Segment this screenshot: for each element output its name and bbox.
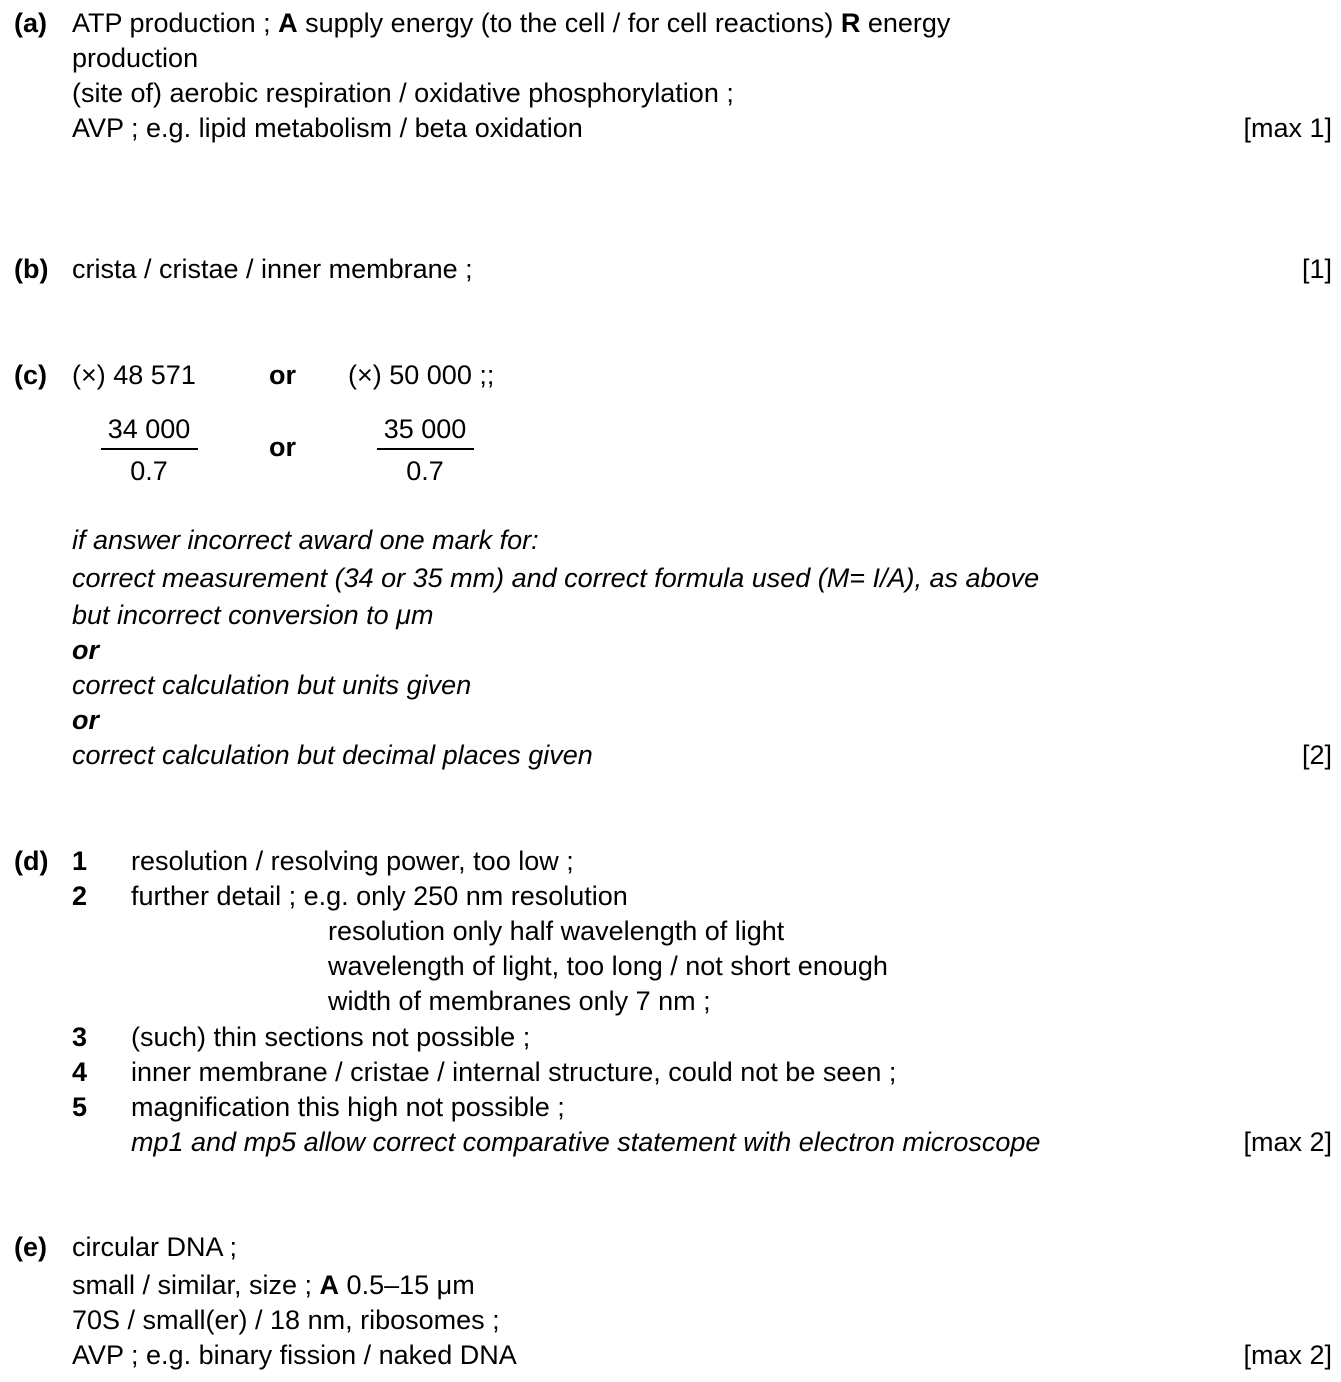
part-e-line-2-text-1: small / similar, size ; xyxy=(72,1270,320,1300)
part-c-answer-1: (×) 48 571 xyxy=(72,360,196,390)
part-d-point-2-text: further detail ; e.g. only 250 nm resolution xyxy=(131,881,628,911)
part-c-or-2: or xyxy=(269,432,296,462)
part-b-answer: crista / cristae / inner membrane ; xyxy=(72,254,473,284)
part-d-point-5-text: magnification this high not possible ; xyxy=(131,1092,565,1122)
part-d-subpoint-2: wavelength of light, too long / not short enough xyxy=(328,951,888,981)
part-c-note-1: if answer incorrect award one mark for: xyxy=(72,525,539,555)
fraction-2-bar xyxy=(377,448,474,450)
part-a-line-3: (site of) aerobic respiration / oxidative phosphorylation ; xyxy=(72,78,734,108)
fraction-1-bar xyxy=(101,448,198,450)
part-b-mark: [1] xyxy=(1301,254,1332,284)
part-d-point-5-num: 5 xyxy=(72,1092,88,1122)
part-d-point-1-text: resolution / resolving power, too low ; xyxy=(131,846,574,876)
part-d-subpoint-1: resolution only half wavelength of light xyxy=(328,916,785,946)
part-d-point-2-num: 2 xyxy=(72,881,88,911)
part-d-point-3-num: 3 xyxy=(72,1022,88,1052)
part-a-accept-marker: A xyxy=(278,8,298,38)
part-a-line-1 xyxy=(72,10,950,37)
part-e-line-4: AVP ; e.g. binary fission / naked DNA xyxy=(72,1340,517,1370)
part-d-mark: [max 2] xyxy=(1243,1127,1332,1157)
part-c-label: (c) xyxy=(14,360,47,390)
part-a-line-1-text-1: ATP production ; xyxy=(72,8,279,38)
part-a-mark: [max 1] xyxy=(1243,113,1332,143)
part-a-label: (a) xyxy=(14,8,47,38)
part-e-line-2 xyxy=(72,1272,475,1299)
part-e-line-2-text-2: 0.5–15 μm xyxy=(339,1270,475,1300)
part-b-label: (b) xyxy=(14,254,49,284)
part-c-or-alt-1: or xyxy=(72,635,99,665)
part-c-note-2: correct measurement (34 or 35 mm) and correct formula used (M= I/A), as above xyxy=(72,563,1040,593)
fraction-1-numerator: 34 000 xyxy=(107,414,191,444)
fraction-2-numerator: 35 000 xyxy=(383,414,467,444)
part-c-note-3: but incorrect conversion to μm xyxy=(72,600,434,630)
part-a-reject-marker: R xyxy=(840,8,861,38)
part-a-line-1-text-2: supply energy (to the cell / for cell reactions) xyxy=(297,8,841,38)
part-d-note: mp1 and mp5 allow correct comparative statement with electron microscope xyxy=(131,1127,1041,1157)
fraction-1-denominator: 0.7 xyxy=(130,456,168,486)
part-d-point-3-text: (such) thin sections not possible ; xyxy=(131,1022,531,1052)
part-c-alt-2: correct calculation but decimal places given xyxy=(72,740,593,770)
part-a-line-1-text-3: energy xyxy=(860,8,951,38)
part-d-point-4-num: 4 xyxy=(72,1057,88,1087)
part-d-point-1-num: 1 xyxy=(72,846,88,876)
part-a-line-2: production xyxy=(72,43,199,73)
part-d-subpoint-3: width of membranes only 7 nm ; xyxy=(328,986,711,1016)
part-e-mark: [max 2] xyxy=(1243,1340,1332,1370)
part-d-point-4-text: inner membrane / cristae / internal structure, could not be seen ; xyxy=(131,1057,897,1087)
part-e-line-1: circular DNA ; xyxy=(72,1232,238,1262)
part-e-label: (e) xyxy=(14,1232,47,1262)
part-c-answer-2: (×) 50 000 ;; xyxy=(348,360,495,390)
part-d-label: (d) xyxy=(14,846,49,876)
part-c-or-alt-2: or xyxy=(72,705,99,735)
part-c-alt-1: correct calculation but units given xyxy=(72,670,472,700)
part-c-mark: [2] xyxy=(1301,740,1332,770)
fraction-2-denominator: 0.7 xyxy=(406,456,444,486)
part-e-accept-marker: A xyxy=(319,1270,340,1300)
part-a-line-4: AVP ; e.g. lipid metabolism / beta oxidation xyxy=(72,113,583,143)
part-e-line-3: 70S / small(er) / 18 nm, ribosomes ; xyxy=(72,1305,500,1335)
part-c-or-1: or xyxy=(269,360,296,390)
